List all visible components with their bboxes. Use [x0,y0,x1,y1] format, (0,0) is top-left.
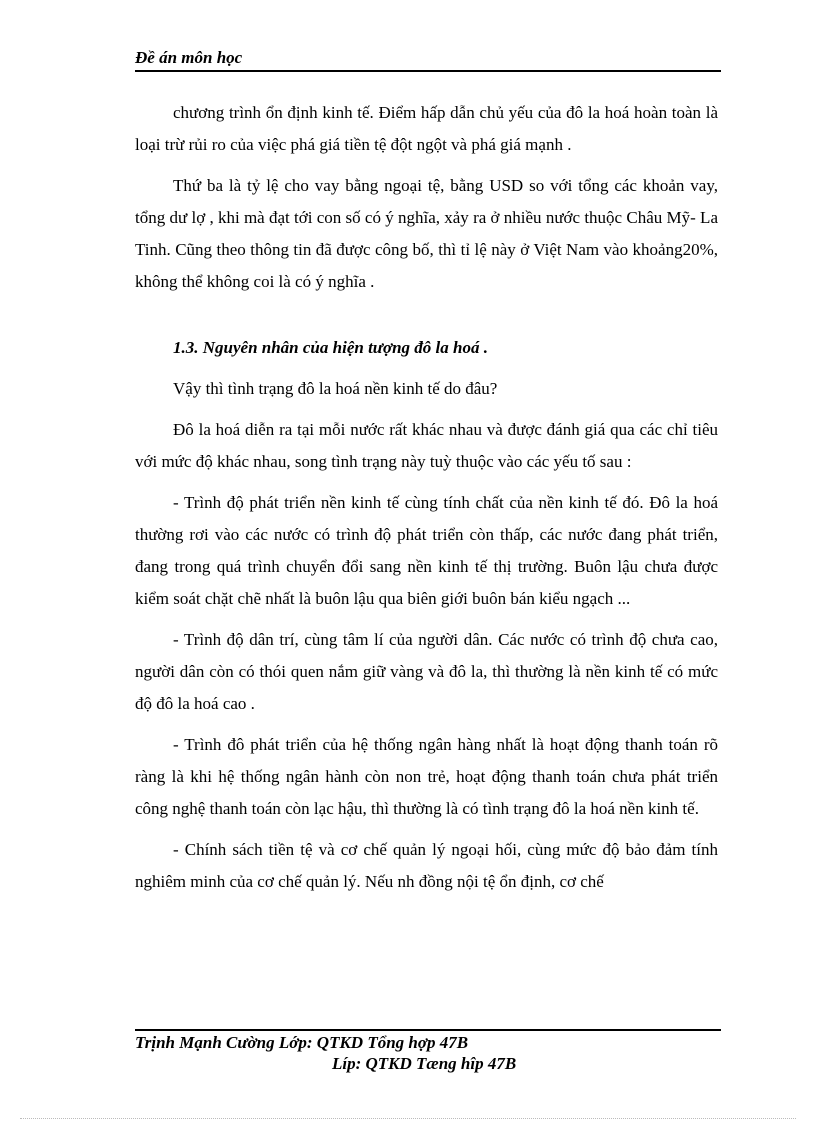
paragraph: - Chính sách tiền tệ và cơ chế quản lý ngoại hối, cùng mức độ bảo đảm tính nghiêm minh của cơ chế quản lý. Nếu nh đồng nội tệ ổn định, cơ chế [135,840,718,891]
footer-class-line: Líp: QTKD Tæng hîp 47B [332,1054,517,1073]
page-bottom-dotted-line [20,1118,796,1119]
page-header-title: Đề án môn học [135,48,721,72]
paragraph: - Trình đô phát triển của hệ thống ngân hàng nhất là hoạt động thanh toán rõ ràng là khi hệ thống ngân hành còn non trẻ, hoạt động thanh toán chưa phát triển công nghệ thanh toán còn lạc hậu, thì thường là có tình trạng đô la hoá nền kinh tế. [135,735,718,818]
paragraph: Vậy thì tình trạng đô la hoá nền kinh tế do đâu? [173,379,498,398]
section-heading: 1.3. Nguyên nhân của hiện tượng đô la hoá . [173,338,488,357]
paragraph: Thứ ba là tỷ lệ cho vay bằng ngoại tệ, bằng USD so với tổng các khoản vay, tổng dư lợ , khi mà đạt tới con số có ý nghĩa, xảy ra ở nhiều nước thuộc Châu Mỹ- La Tinh. Cũng theo thông tin đã được công bố, thì tỉ lệ này ở Việt Nam vào khoảng20%, không thể không coi là có ý nghĩa . [135,176,718,291]
paragraph: chương trình ổn định kinh tế. Điểm hấp dẫn chủ yếu của đô la hoá hoàn toàn là loại trừ rủi ro của việc phá giá tiền tệ đột ngột và phá giá mạnh . [135,103,718,154]
paragraph: - Trình độ dân trí, cùng tâm lí của người dân. Các nước có trình độ chưa cao, người dân còn có thói quen nắm giữ vàng và đô la, thì thường là nền kinh tế có mức độ đô la hoá cao . [135,630,718,713]
paragraph: Đô la hoá diễn ra tại mỗi nước rất khác nhau và được đánh giá qua các chỉ tiêu với mức độ khác nhau, song tình trạng này tuỳ thuộc vào các yếu tố sau : [135,420,718,471]
paragraph: - Trình độ phát triển nền kinh tế cùng tính chất của nền kinh tế đó. Đô la hoá thường rơi vào các nước có trình độ phát triển còn thấp, các nước đang phát triển, đang trong quá trình chuyển đổi sang nền kinh tế thị trường. Buôn lậu chưa được kiểm soát chặt chẽ nhất là buôn lậu qua biên giới buôn bán kiểu ngạch ... [135,493,718,608]
footer-divider [135,1029,721,1031]
footer-author-line: Trịnh Mạnh Cường Lớp: QTKD Tổng hợp 47B [135,1033,469,1052]
document-body [135,97,718,907]
